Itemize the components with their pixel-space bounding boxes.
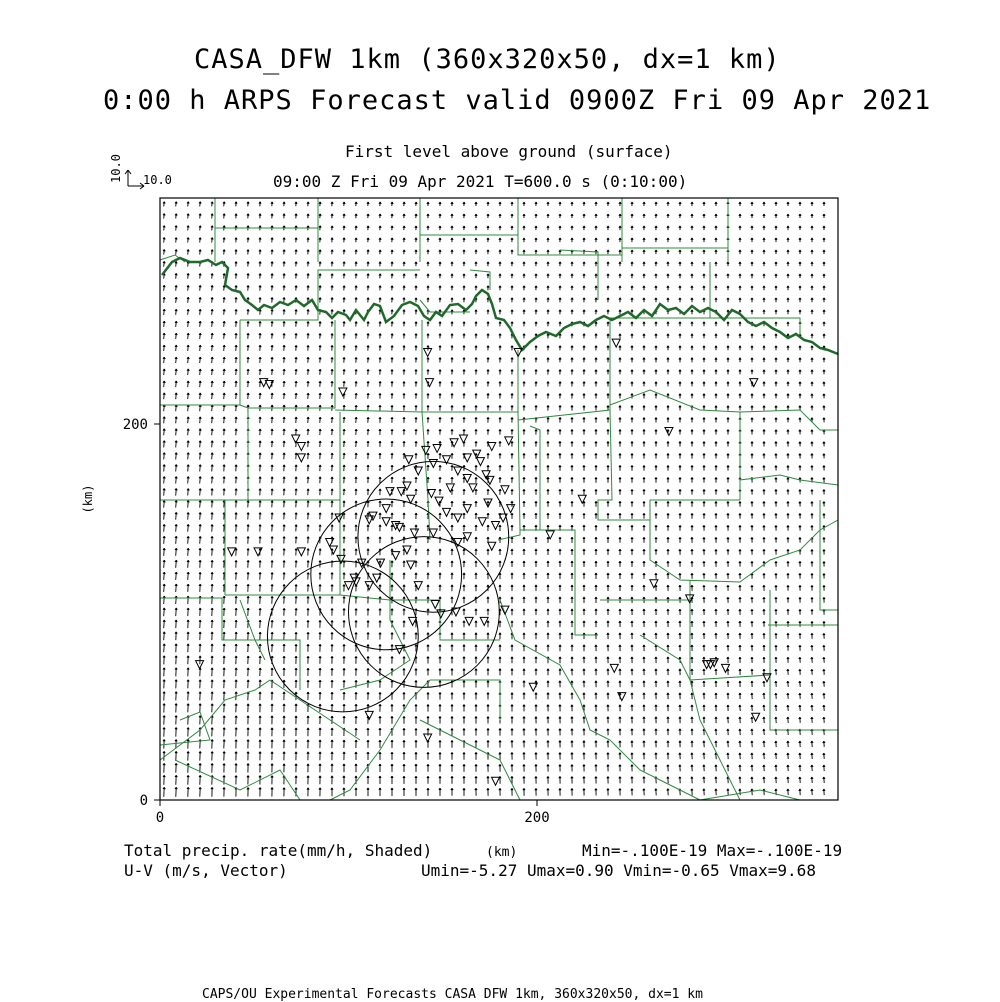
station-marker bbox=[492, 777, 500, 785]
county-line bbox=[240, 270, 420, 320]
x-axis-unit: (km) bbox=[486, 845, 518, 860]
station-marker bbox=[507, 505, 515, 513]
station-marker bbox=[612, 339, 620, 347]
y-axis-unit: (km) bbox=[81, 484, 95, 514]
reference-vector-y-label: 10.0 bbox=[109, 154, 123, 183]
county-line bbox=[610, 390, 740, 500]
station-marker bbox=[414, 467, 422, 475]
station-marker bbox=[752, 713, 760, 721]
station-marker bbox=[382, 518, 390, 526]
precip-legend-label: Total precip. rate(mm/h, Shaded) bbox=[124, 841, 433, 860]
county-line bbox=[820, 500, 838, 610]
county-line bbox=[240, 600, 265, 660]
station-marker bbox=[476, 458, 484, 466]
county-line bbox=[160, 712, 210, 745]
station-marker bbox=[478, 518, 486, 526]
station-marker bbox=[665, 428, 673, 436]
station-marker bbox=[443, 508, 451, 516]
station-marker bbox=[429, 529, 437, 537]
wind-vector-field bbox=[163, 202, 825, 797]
station-marker bbox=[403, 482, 411, 490]
station-marker bbox=[422, 446, 430, 454]
x-tick-label-0: 0 bbox=[155, 810, 165, 826]
station-marker bbox=[505, 437, 513, 445]
y-tick-label-200: 200 bbox=[122, 417, 148, 433]
county-line bbox=[175, 760, 300, 800]
county-line bbox=[770, 590, 838, 730]
station-marker bbox=[480, 617, 488, 625]
state-border-red-river bbox=[162, 258, 838, 354]
county-line bbox=[248, 412, 340, 500]
station-marker bbox=[710, 659, 718, 667]
county-line bbox=[622, 248, 728, 262]
county-line bbox=[518, 262, 710, 420]
county-line bbox=[422, 350, 518, 412]
reference-vector-x-label: 10.0 bbox=[143, 173, 172, 187]
county-line bbox=[560, 250, 598, 300]
station-marker bbox=[228, 548, 236, 556]
county-line bbox=[700, 790, 800, 800]
station-marker bbox=[297, 454, 305, 462]
title-line-1: CASA_DFW 1km (360x320x50, dx=1 km) bbox=[194, 44, 781, 75]
station-marker bbox=[431, 600, 439, 608]
station-marker bbox=[365, 711, 373, 719]
y-tick-label-0: 0 bbox=[139, 793, 148, 809]
station-marker bbox=[297, 548, 305, 556]
county-line bbox=[520, 530, 598, 635]
station-marker bbox=[578, 495, 586, 503]
county-line bbox=[500, 600, 700, 800]
station-marker bbox=[488, 443, 496, 451]
county-line bbox=[598, 410, 740, 520]
level-label: First level above ground (surface) bbox=[345, 142, 673, 161]
precip-minmax: Min=-.100E-19 Max=-.100E-19 bbox=[582, 841, 843, 860]
station-marker bbox=[329, 546, 337, 554]
county-line bbox=[225, 500, 340, 595]
station-marker bbox=[382, 505, 390, 513]
station-marker bbox=[395, 646, 403, 654]
county-line bbox=[690, 580, 770, 680]
station-marker bbox=[392, 552, 400, 560]
county-line bbox=[650, 520, 838, 582]
station-marker bbox=[465, 617, 473, 625]
station-marker bbox=[429, 459, 437, 467]
station-marker bbox=[297, 443, 305, 451]
station-marker bbox=[501, 486, 509, 494]
county-line bbox=[335, 320, 422, 412]
station-marker bbox=[407, 561, 415, 569]
station-marker bbox=[410, 529, 418, 537]
title-line-2: 0:00 h ARPS Forecast valid 0900Z Fri 09 Apr 2021 bbox=[103, 85, 932, 116]
county-line bbox=[740, 410, 838, 430]
station-marker bbox=[463, 505, 471, 513]
vector-minmax: Umin=-5.27 Umax=0.90 Vmin=-0.65 Vmax=9.68 bbox=[421, 861, 816, 880]
station-marker bbox=[405, 456, 413, 464]
station-marker bbox=[377, 559, 385, 567]
vector-legend-label: U-V (m/s, Vector) bbox=[124, 861, 288, 880]
wind-vectors bbox=[163, 202, 825, 797]
footer-credit: CAPS/OU Experimental Forecasts CASA DFW 1km, 360x320x50, dx=1 km bbox=[202, 987, 703, 1002]
reference-vector bbox=[125, 170, 144, 189]
station-marker bbox=[492, 522, 500, 530]
station-markers bbox=[196, 339, 771, 785]
station-marker bbox=[488, 542, 496, 550]
station-marker bbox=[345, 582, 353, 590]
station-marker bbox=[454, 467, 462, 475]
station-marker bbox=[435, 497, 443, 505]
time-label: 09:00 Z Fri 09 Apr 2021 T=600.0 s (0:10:00) bbox=[273, 172, 688, 191]
county-line bbox=[270, 680, 360, 740]
county-line bbox=[498, 412, 520, 540]
station-marker bbox=[454, 514, 462, 522]
x-tick-label-200: 200 bbox=[524, 810, 550, 826]
station-marker bbox=[386, 488, 394, 496]
station-marker bbox=[610, 664, 618, 672]
county-line bbox=[420, 720, 520, 800]
